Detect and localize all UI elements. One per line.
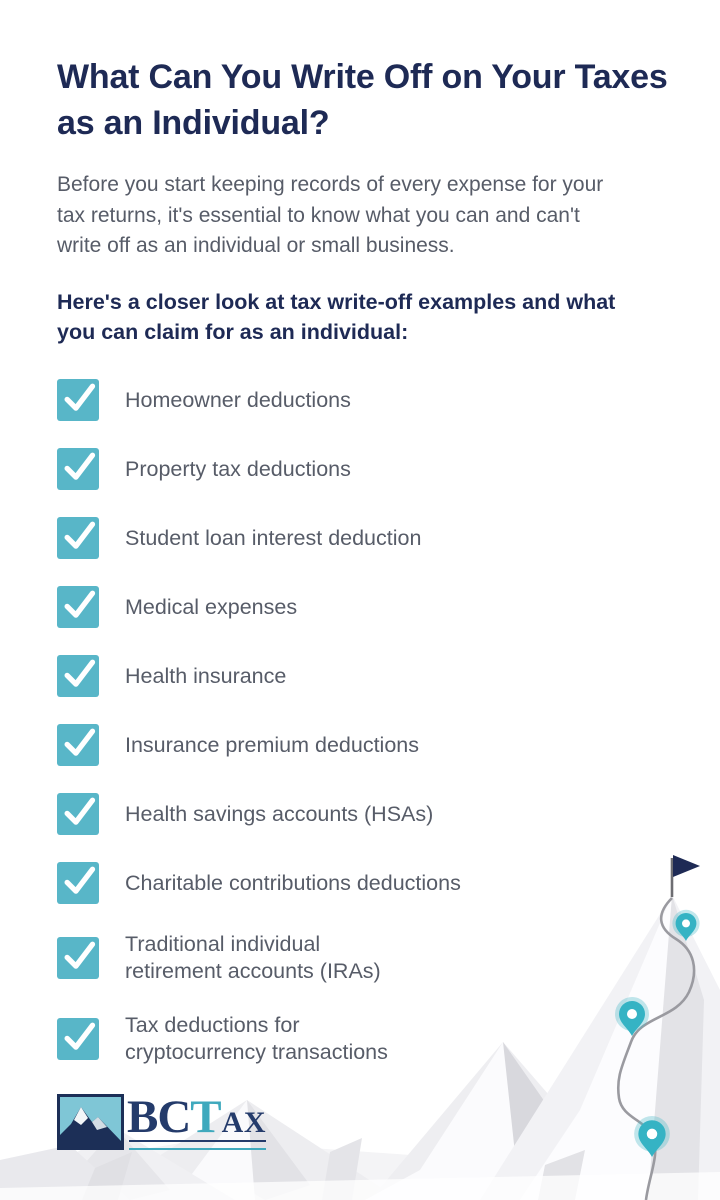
- logo-text-t: T: [190, 1091, 222, 1143]
- checkbox-checked-icon: [57, 862, 99, 904]
- checklist-item: [57, 586, 675, 628]
- bctax-logo: [57, 1091, 266, 1150]
- logo-wordmark: [127, 1091, 266, 1150]
- checklist-item: [57, 379, 675, 421]
- intro-text: Before you start keeping records of every expense for your tax returns, it's essential to know what you can and can't write off as an individual or small business.: [57, 173, 604, 257]
- checklist-item-label: Health savings accounts (HSAs): [125, 801, 434, 826]
- checklist-item-label: Property tax deductions: [125, 456, 351, 481]
- checkbox-checked-icon: [57, 448, 99, 490]
- checkbox-checked-icon: [57, 1018, 99, 1060]
- checklist-item-label: Medical expenses: [125, 594, 298, 619]
- logo-text-ax: AX: [221, 1106, 266, 1139]
- checkmark-icon: [61, 520, 96, 553]
- checkmark-icon: [61, 451, 96, 484]
- checkmark-icon: [61, 382, 96, 415]
- checkbox-checked-icon: [57, 793, 99, 835]
- flag-icon: [672, 855, 700, 897]
- checkmark-icon: [61, 865, 96, 898]
- checkmark-icon: [61, 1021, 96, 1054]
- checklist-item-label: Insurance premium deductions: [125, 732, 419, 757]
- checkbox-checked-icon: [57, 724, 99, 766]
- checkmark-icon: [61, 589, 96, 622]
- checklist-item: [57, 655, 675, 697]
- mountain-logo-icon: [57, 1094, 124, 1150]
- checkbox-checked-icon: [57, 379, 99, 421]
- checkmark-icon: [61, 940, 96, 973]
- checkmark-icon: [61, 658, 96, 691]
- checklist: [57, 379, 675, 1066]
- checklist-item-label: Student loan interest deduction: [125, 525, 422, 550]
- checklist-item: [57, 1012, 675, 1066]
- main-content: [57, 54, 675, 1066]
- section-subheading: Here's a closer look at tax write-off examples and what you can claim for as an individual:: [57, 290, 616, 345]
- logo-underline: [129, 1140, 266, 1150]
- checklist-item: [57, 517, 675, 559]
- checkbox-checked-icon: [57, 937, 99, 979]
- page-title: What Can You Write Off on Your Taxes as an Individual?: [57, 58, 668, 143]
- checklist-item-label: Health insurance: [125, 663, 287, 688]
- checklist-item: [57, 862, 675, 904]
- logo-text-bc: BC: [127, 1091, 191, 1143]
- checkbox-checked-icon: [57, 586, 99, 628]
- checklist-item-label: Tax deductions for cryptocurrency transactions: [125, 1013, 388, 1064]
- checklist-item: [57, 793, 675, 835]
- checkbox-checked-icon: [57, 517, 99, 559]
- checklist-item-label: Homeowner deductions: [125, 387, 351, 412]
- checklist-item: [57, 931, 675, 985]
- checklist-item-label: Traditional individual retirement accounts (IRAs): [125, 932, 381, 984]
- checkmark-icon: [61, 727, 96, 760]
- checklist-item: [57, 448, 675, 490]
- checkmark-icon: [61, 796, 96, 829]
- checklist-item: [57, 724, 675, 766]
- checklist-item-label: Charitable contributions deductions: [125, 870, 461, 895]
- checkbox-checked-icon: [57, 655, 99, 697]
